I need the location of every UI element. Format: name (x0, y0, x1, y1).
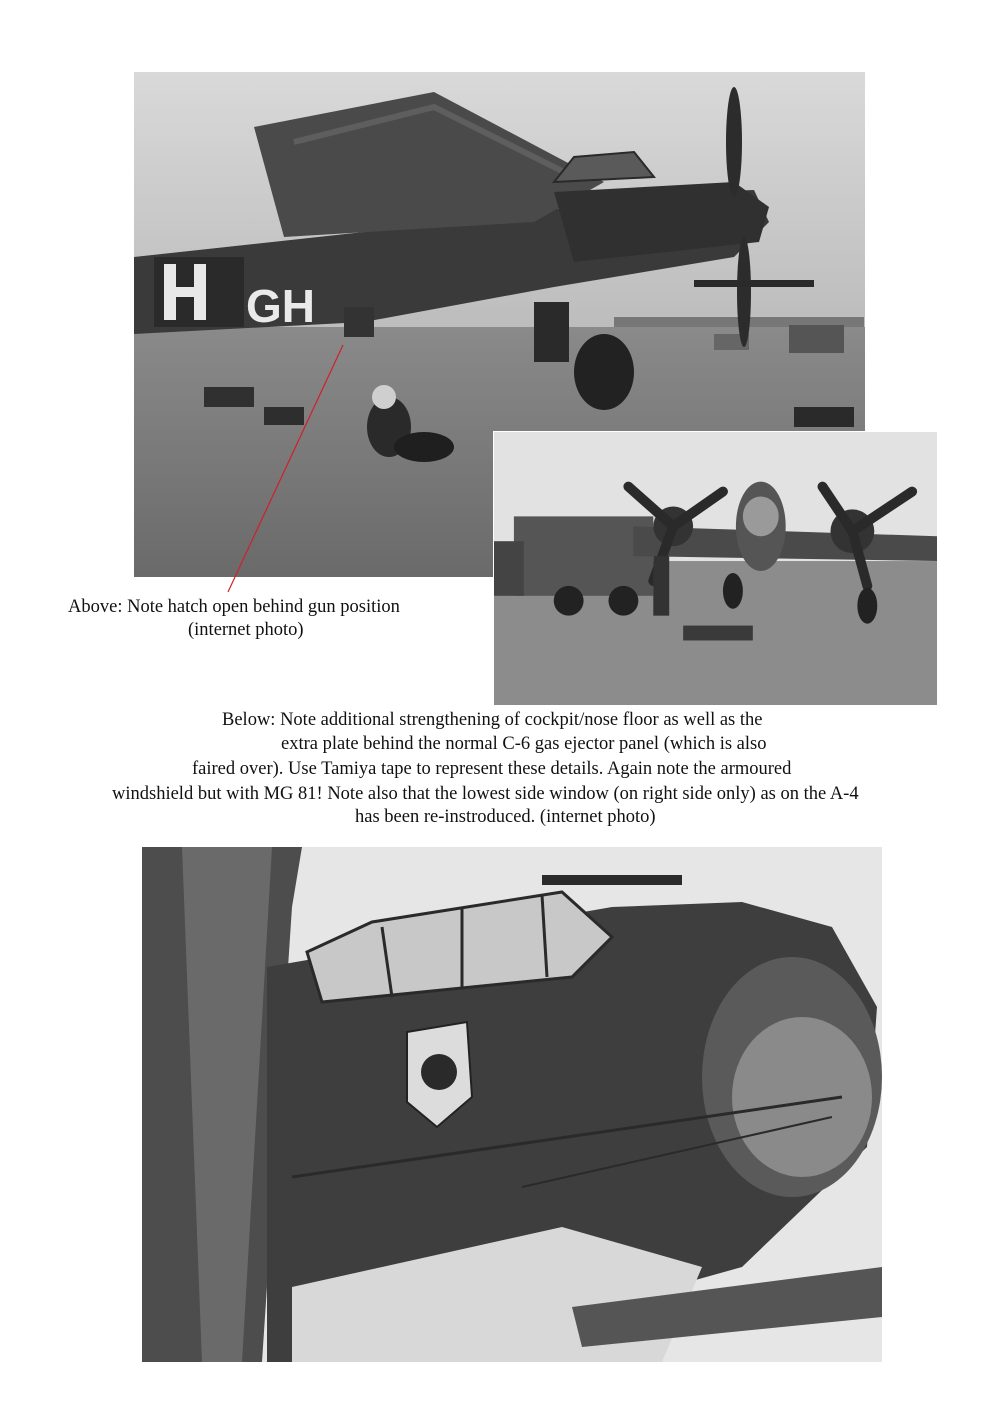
bottom-photo-image (142, 847, 882, 1362)
bottom-photo (142, 847, 882, 1362)
caption-below-line5: has been re-instroduced. (internet photo) (355, 807, 656, 827)
caption-below-line3: faired over). Use Tamiya tape to represent these details. Again note the armoured (192, 759, 792, 779)
caption-above-line1: Above: Note hatch open behind gun position (68, 597, 400, 617)
caption-below-line2: extra plate behind the normal C-6 gas ejector panel (which is also (281, 734, 767, 754)
middle-photo (493, 431, 938, 706)
caption-below-line4: windshield but with MG 81! Note also that the lowest side window (on right side only) as on the A-4 (112, 784, 859, 804)
caption-below-line1: Below: Note additional strengthening of cockpit/nose floor as well as the (222, 710, 763, 730)
top-photo-code-letters: GH (246, 280, 315, 332)
caption-above-line2: (internet photo) (188, 620, 304, 640)
middle-photo-image (494, 432, 937, 705)
